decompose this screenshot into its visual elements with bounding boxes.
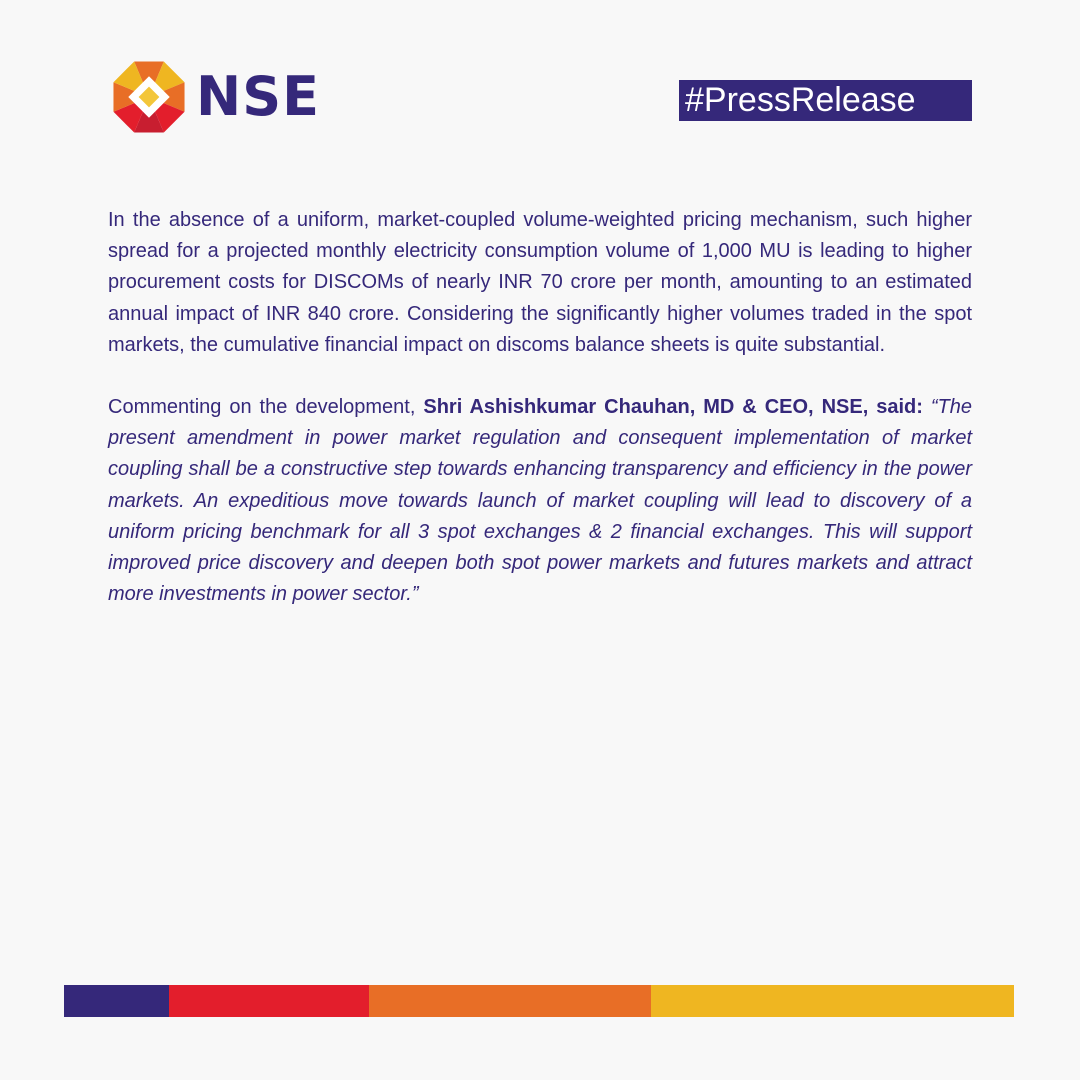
brand-color-bar — [64, 985, 1014, 1017]
color-bar-red — [169, 985, 369, 1017]
commentary-intro: Commenting on the development, — [108, 396, 424, 419]
color-bar-purple — [64, 985, 169, 1017]
paragraph-pricing-impact: In the absence of a uniform, market-coupled volume-weighted pricing mechanism, such higher spread for a projected monthly electricity consumption volume of 1,000 MU is leading to higher procurement costs for DISCOMs of nearly INR 70 crore per month, amounting to an estimated annual impact of INR 840 crore. Considering the significantly higher volumes traded in the spot markets, the cumulative financial impact on discoms balance sheets is quite substantial. — [108, 209, 972, 356]
speaker-name: Shri Ashishkumar Chauhan, MD & CEO, NSE, said: — [423, 396, 923, 419]
nse-logo-icon — [112, 60, 186, 134]
speaker-quote: “The present amendment in power market regulation and consequent implementation of market coupling shall be a constructive step towards enhancing transparency and efficiency in the power markets. An expeditious move towards launch of market coupling will lead to discovery of a uniform pricing benchmark for all 3 spot exchanges & 2 financial exchanges. This will support improved price discovery and deepen both spot power markets and futures markets and attract more investments in power sector.” — [108, 396, 972, 606]
paragraph-commentary — [108, 392, 972, 610]
logo-wordmark: NSE — [196, 65, 320, 128]
nse-logo — [112, 60, 320, 134]
press-release-tag: #PressRelease — [679, 80, 972, 121]
article-body — [108, 205, 972, 610]
color-bar-yellow — [651, 985, 1014, 1017]
color-bar-orange — [369, 985, 651, 1017]
